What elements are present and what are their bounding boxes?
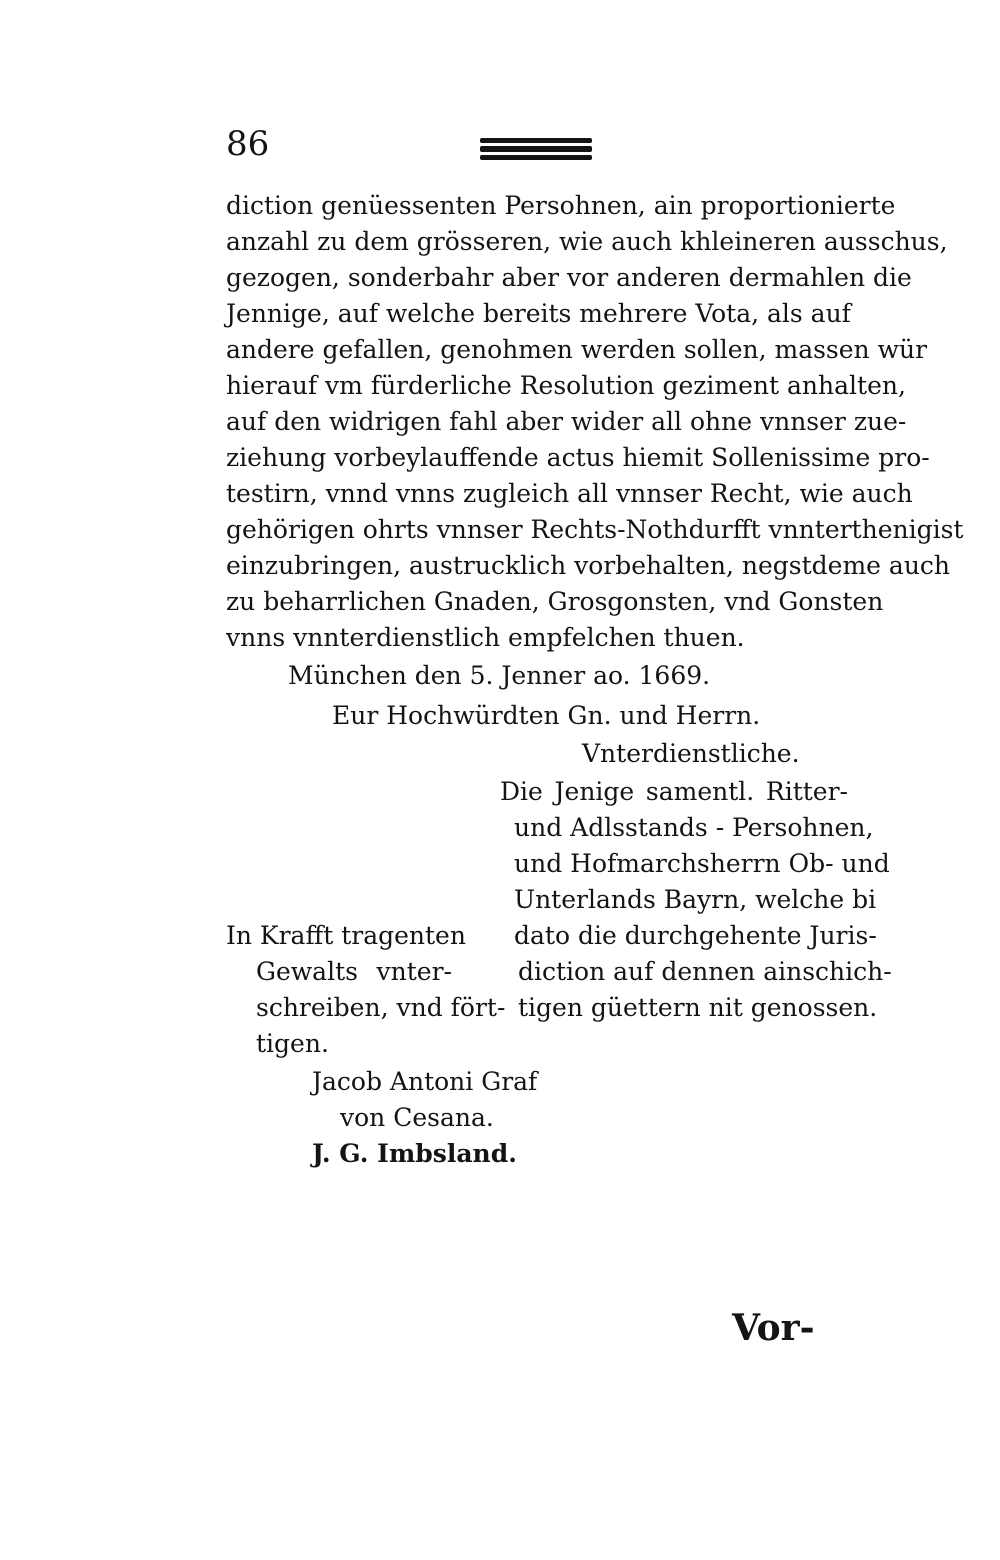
authority-line: In Krafft tragenten bbox=[226, 921, 466, 950]
body-line: auf den widrigen fahl aber wider all ohne vnnser zue- bbox=[226, 407, 907, 436]
authority-line: tigen. bbox=[256, 1029, 329, 1058]
signatories-line: und Adlsstands - Persohnen, bbox=[514, 813, 874, 842]
header-rule-ornament bbox=[480, 138, 592, 163]
page-number: 86 bbox=[226, 124, 270, 164]
body-line: hierauf vm fürderliche Resolution geziment anhalten, bbox=[226, 371, 906, 400]
ornament-bar bbox=[480, 155, 592, 160]
authority-line: schreiben, vnd fört- bbox=[256, 993, 506, 1022]
body-line: diction genüessenten Persohnen, ain proportionierte bbox=[226, 191, 896, 220]
signatories-line: und Hofmarchsherrn Ob- und bbox=[514, 849, 890, 878]
signatories-line: Unterlands Bayrn, welche bi bbox=[514, 885, 877, 914]
signer-name: von Cesana. bbox=[340, 1103, 494, 1132]
body-line: vnns vnnterdienstlich empfelchen thuen. bbox=[226, 623, 745, 652]
body-line: ziehung vorbeylauffende actus hiemit Sollenissime pro- bbox=[226, 443, 930, 472]
body-line: anzahl zu dem grösseren, wie auch khleineren ausschus, bbox=[226, 227, 948, 256]
signer-name: J. G. Imbsland. bbox=[312, 1139, 517, 1168]
signatories-line: tigen güettern nit genossen. bbox=[518, 993, 878, 1022]
signatories-line: dato die durchgehente Juris- bbox=[514, 921, 877, 950]
body-line: gezogen, sonderbahr aber vor anderen dermahlen die bbox=[226, 263, 912, 292]
body-line: andere gefallen, genohmen werden sollen, massen wür bbox=[226, 335, 928, 364]
ornament-bar bbox=[480, 138, 592, 143]
body-line: Jennige, auf welche bereits mehrere Vota, als auf bbox=[226, 299, 851, 328]
authority-line: Gewalts vnter- bbox=[256, 957, 452, 986]
signatories-line: Die Jenige samentl. Ritter- bbox=[500, 777, 848, 806]
signatories-line: diction auf dennen ainschich- bbox=[518, 957, 892, 986]
body-line: testirn, vnnd vnns zugleich all vnnser Recht, wie auch bbox=[226, 479, 913, 508]
signer-name: Jacob Antoni Graf bbox=[312, 1067, 538, 1096]
closing: Vnterdienstliche. bbox=[582, 739, 800, 768]
body-line: einzubringen, austrucklich vorbehalten, negstdeme auch bbox=[226, 551, 951, 580]
dateline: München den 5. Jenner ao. 1669. bbox=[288, 661, 711, 690]
catchword: Vor- bbox=[732, 1307, 815, 1349]
body-line: zu beharrlichen Gnaden, Grosgonsten, vnd Gonsten bbox=[226, 587, 884, 616]
salutation: Eur Hochwürdten Gn. und Herrn. bbox=[332, 701, 761, 730]
ornament-bar bbox=[480, 146, 592, 152]
body-line: gehörigen ohrts vnnser Rechts-Nothdurfft vnnterthenigist bbox=[226, 515, 964, 544]
